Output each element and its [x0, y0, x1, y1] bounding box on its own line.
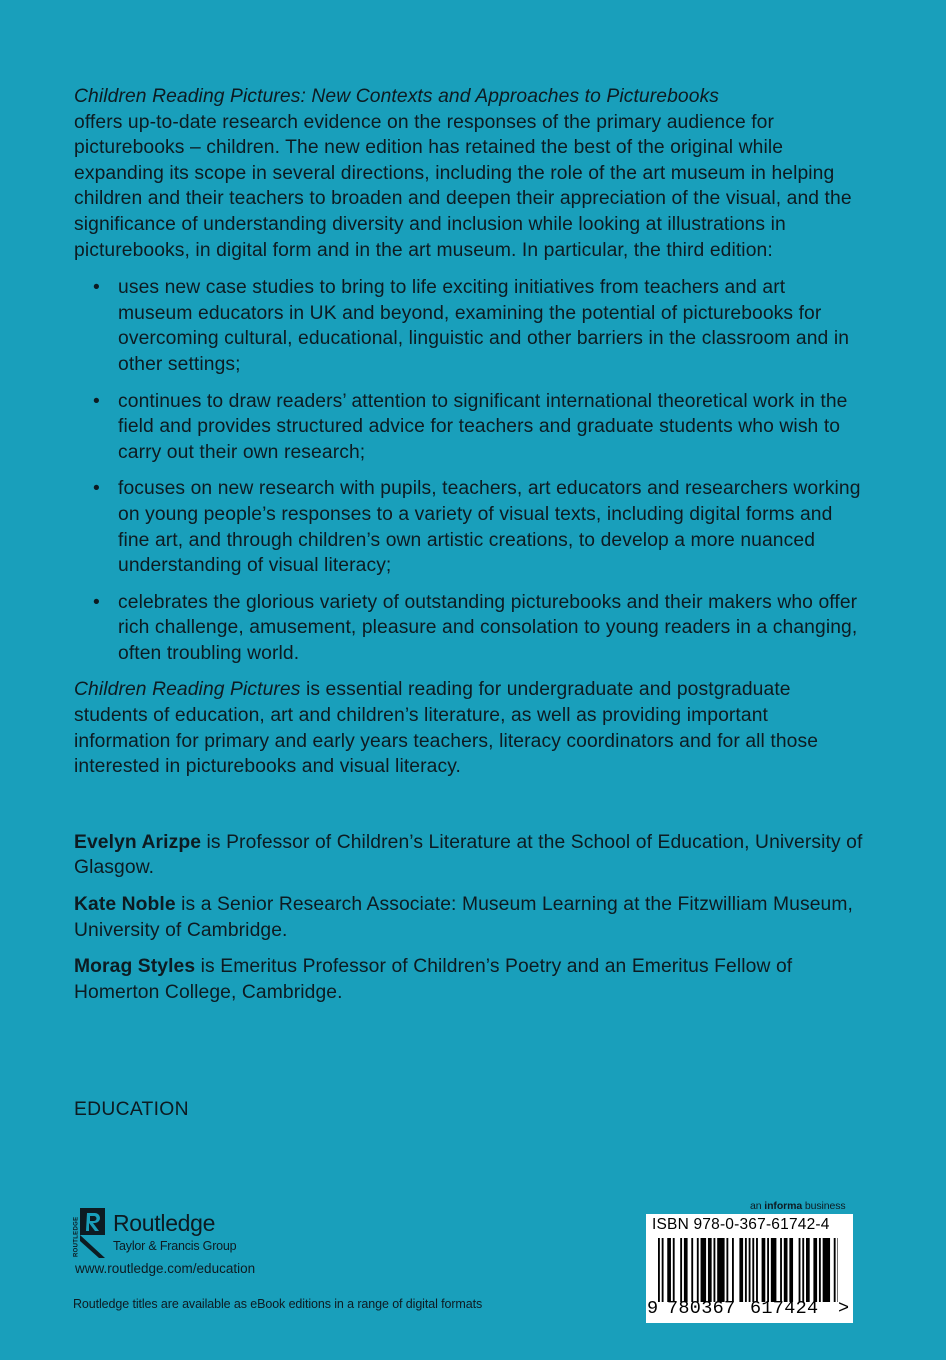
- publisher-group: Taylor & Francis Group: [113, 1239, 237, 1253]
- bullet-icon: •: [93, 277, 100, 299]
- barcode-bar: [756, 1238, 758, 1302]
- bullet-icon: •: [93, 390, 100, 412]
- barcode-bar: [784, 1238, 788, 1302]
- subject-category: EDUCATION: [74, 1099, 189, 1120]
- barcode-bar: [752, 1238, 754, 1302]
- barcode-digit-group-right: 617424: [750, 1298, 819, 1319]
- barcode-bar: [749, 1238, 751, 1302]
- informa-suffix: business: [802, 1200, 846, 1212]
- barcode-bar: [697, 1238, 699, 1302]
- list-item: [93, 389, 864, 466]
- barcode-bar: [667, 1238, 671, 1302]
- author-bio-text: is Professor of Children’s Literature at the School of Education, University of Glasgow.: [74, 831, 863, 879]
- author-name: Morag Styles: [74, 956, 196, 978]
- barcode-bar: [714, 1238, 716, 1302]
- barcode-bar: [680, 1238, 682, 1302]
- informa-business-label: [750, 1200, 846, 1212]
- list-item: [93, 590, 864, 667]
- list-item: [93, 275, 864, 377]
- barcode-quiet-zone-arrow: >: [838, 1298, 850, 1319]
- isbn-number: ISBN 978-0-367-61742-4: [652, 1216, 830, 1233]
- description-intro: [74, 84, 864, 263]
- publisher-name: Routledge: [113, 1210, 216, 1236]
- barcode-bar: [799, 1238, 801, 1302]
- author-bios: [74, 830, 864, 1006]
- barcode-bar: [691, 1238, 693, 1302]
- barcode-bar: [823, 1238, 830, 1302]
- routledge-r-icon: [71, 1208, 105, 1258]
- author-bio: [74, 892, 864, 943]
- author-bio: [74, 830, 864, 881]
- barcode-digit-group-left: 780367: [667, 1298, 736, 1319]
- author-name: Evelyn Arizpe: [74, 831, 202, 853]
- list-item: [93, 476, 864, 578]
- author-bio: [74, 954, 864, 1005]
- barcode-bar: [739, 1238, 743, 1302]
- barcode-bar: [717, 1238, 724, 1302]
- list-item-text: focuses on new research with pupils, teachers, art educators and researchers working on young people’s responses to a variety of visual texts, including digital forms and fine art, and through children’s own artistic creations, to develop a more nuanced understanding of visual literacy;: [118, 478, 861, 577]
- informa-prefix: an: [750, 1200, 765, 1212]
- barcode-digit-lead: 9: [647, 1298, 659, 1319]
- barcode-bar: [662, 1238, 664, 1302]
- bullet-icon: •: [93, 591, 100, 613]
- barcode-bar: [819, 1238, 821, 1302]
- routledge-logo: [71, 1208, 291, 1258]
- barcode-bar: [673, 1238, 675, 1302]
- barcode-bar: [837, 1238, 838, 1302]
- barcode-bar: [732, 1238, 734, 1302]
- author-bio-text: is a Senior Research Associate: Museum Learning at the Fitzwilliam Museum, University of Cambridge.: [74, 894, 853, 941]
- ebook-availability-note: Routledge titles are available as eBook editions in a range of digital formats: [73, 1297, 483, 1311]
- barcode-bar: [771, 1238, 777, 1302]
- barcode-bar: [684, 1238, 688, 1302]
- barcode-bar: [789, 1238, 793, 1302]
- back-cover-text: [74, 84, 864, 1016]
- routledge-vertical-text: ROUTLEDGE: [73, 1216, 80, 1257]
- author-name: Kate Noble: [74, 894, 176, 916]
- barcode-bar: [834, 1238, 836, 1302]
- feature-list: [74, 275, 864, 666]
- barcode-bar: [701, 1238, 707, 1302]
- informa-brand: informa: [764, 1200, 803, 1212]
- barcode-bar: [726, 1238, 728, 1302]
- publisher-url-link[interactable]: www.routledge.com/education: [75, 1261, 256, 1276]
- intro-text: offers up-to-date research evidence on the responses of the primary audience for picturebooks – children. The new edition has retained the best of the original while expanding its scope in several directions, including the role of the art museum in helping children and their teachers to broaden and deepen their appreciation of the visual, and the significance of understanding diversity and inclusion while looking at illustrations in picturebooks, in digital form and in the art museum. In particular, the third edition:: [74, 111, 852, 261]
- barcode-bar: [780, 1238, 782, 1302]
- barcode-bars: [658, 1238, 838, 1304]
- barcode-bar: [813, 1238, 817, 1302]
- list-item-text: uses new case studies to bring to life exciting initiatives from teachers and art museum educators in UK and beyond, examining the potential of picturebooks for overcoming cultural, educational, linguistic and other barriers in the classroom and in other settings;: [118, 277, 850, 375]
- author-bio-text: is Emeritus Professor of Children’s Poetry and an Emeritus Fellow of Homerton College, Cambridge.: [74, 956, 793, 1003]
- list-item-text: celebrates the glorious variety of outstanding picturebooks and their makers who offer rich challenge, amusement, pleasure and consolation to young readers in a changing, often troubling world.: [118, 591, 858, 664]
- summary-text: is essential reading for undergraduate and postgraduate students of education, art and children’s literature, as well as providing important information for primary and early years teachers, literacy coordinators and for all those interested in picturebooks and visual literacy.: [74, 679, 819, 778]
- list-item-text: continues to draw readers’ attention to significant international theoretical work in the field and provides structured advice for teachers and graduate students who wish to carry out their own research;: [118, 390, 848, 463]
- summary-title-italic: Children Reading Pictures: [74, 679, 301, 701]
- barcode-bar: [658, 1238, 660, 1302]
- barcode-digits: [646, 1298, 853, 1322]
- description-summary: [74, 677, 864, 779]
- isbn-barcode: [646, 1214, 853, 1323]
- barcode-bar: [767, 1238, 769, 1302]
- barcode-bar: [802, 1238, 804, 1302]
- barcode-bar: [806, 1238, 810, 1302]
- barcode-bar: [745, 1238, 747, 1302]
- barcode-bar: [708, 1238, 712, 1302]
- book-title-italic: Children Reading Pictures: New Contexts and Approaches to Picturebooks: [74, 86, 720, 107]
- barcode-bar: [762, 1238, 766, 1302]
- bullet-icon: •: [93, 478, 100, 500]
